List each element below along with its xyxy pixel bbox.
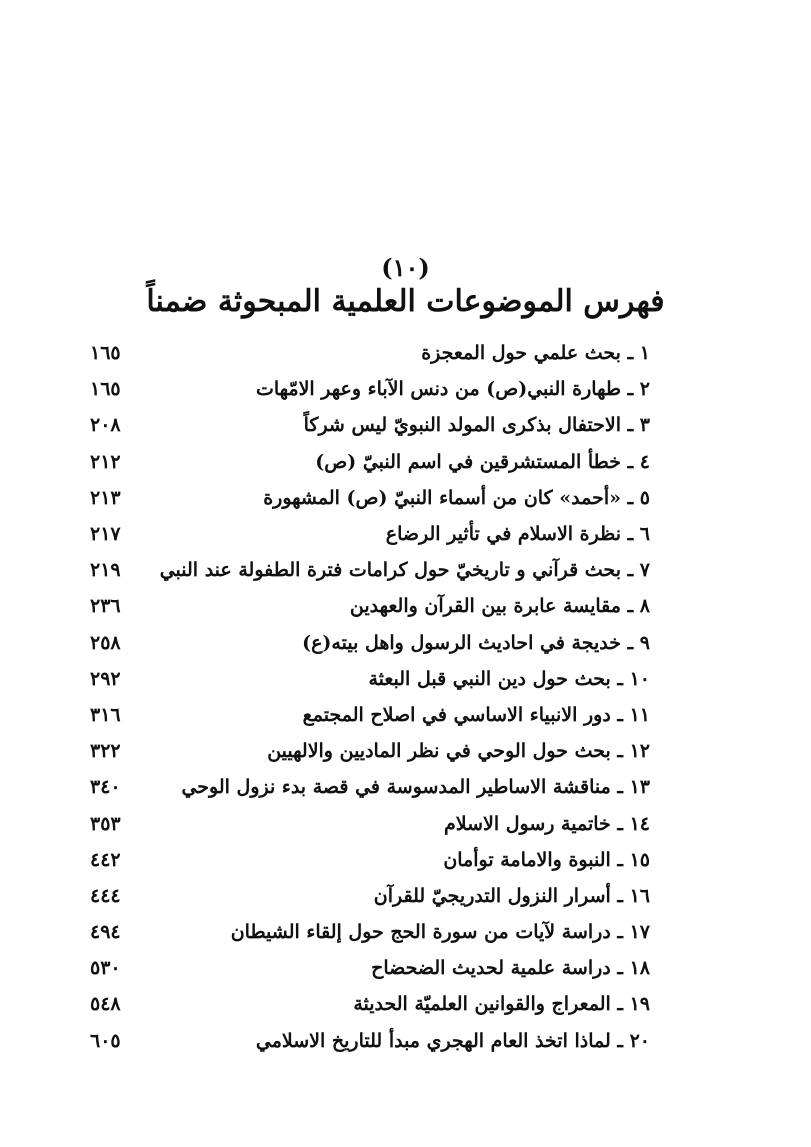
toc-entry-page-number: ٢٣٦ <box>90 595 121 618</box>
toc-entry <box>90 805 650 841</box>
toc-entry-title: ١٨ ـ دراسة علمية لحديث الضحضاح <box>371 957 650 980</box>
toc-entry-page-number: ٤٤٤ <box>90 884 121 907</box>
toc-entry-page-number: ٢٥٨ <box>90 631 121 654</box>
toc-entry <box>90 878 650 914</box>
toc-entry <box>90 335 650 371</box>
toc-entry <box>90 480 650 516</box>
toc-entry-page-number: ٣٤٠ <box>90 776 121 799</box>
toc-entry-title: ٩ ـ خديجة في احاديث الرسول واهل بيته(ع) <box>302 631 650 654</box>
toc-entry-title: ٦ ـ نظرة الاسلام في تأثير الرضاع <box>385 523 650 546</box>
toc-entry-title: ١٣ ـ مناقشة الاساطير المدسوسة في قصة بدء نزول الوحي <box>181 776 650 799</box>
toc-entry-title: ١٧ ـ دراسة لآيات من سورة الحج حول إلقاء الشيطان <box>230 921 650 944</box>
toc-entry-page-number: ٤٩٤ <box>90 921 121 944</box>
toc-entry-page-number: ٢١٩ <box>90 559 121 582</box>
toc-entry-title: ١٤ ـ خاتمية رسول الاسلام <box>443 812 650 835</box>
toc-entry-title: ٢ ـ طهارة النبي(ص) من دنس الآباء وعهر الامّهات <box>255 378 650 401</box>
toc-entry-page-number: ١٦٥ <box>90 342 121 365</box>
toc-entry-page-number: ٣١٦ <box>90 703 121 726</box>
toc-entry-title: ٤ ـ خطأ المستشرقين في اسم النبيّ (ص) <box>315 450 650 473</box>
toc-entry <box>90 588 650 624</box>
toc-entry-title: ٥ ـ «أحمد» كان من أسماء النبيّ (ص) المشهورة <box>263 486 650 509</box>
toc-entry-title: ١٥ ـ النبوة والامامة توأمان <box>443 848 650 871</box>
toc-entry-page-number: ٢٩٢ <box>90 667 121 690</box>
toc-entry-title: ١٦ ـ أسرار النزول التدريجيّ للقرآن <box>373 884 650 907</box>
toc-entry <box>90 407 650 443</box>
toc-entry-title: ٣ ـ الاحتفال بذكرى المولد النبويّ ليس شركاً <box>303 414 650 437</box>
toc-entry-page-number: ٤٤٢ <box>90 848 121 871</box>
toc-entry-page-number: ٥٤٨ <box>90 993 121 1016</box>
toc-entry <box>90 625 650 661</box>
toc-entry-title: ١١ ـ دور الانبياء الاساسي في اصلاح المجتمع <box>302 703 650 726</box>
toc-entry <box>90 1023 650 1059</box>
toc-entry-page-number: ٥٣٠ <box>90 957 121 980</box>
toc-entry <box>90 371 650 407</box>
toc-entry-page-number: ٣٥٣ <box>90 812 121 835</box>
toc-entry-page-number: ٢١٧ <box>90 523 121 546</box>
page-title: فهرس الموضوعات العلمية المبحوثة ضمناً <box>146 284 665 319</box>
toc-entry <box>90 661 650 697</box>
toc-entry <box>90 950 650 986</box>
toc-entry <box>90 842 650 878</box>
chapter-number: (١٠) <box>381 253 430 282</box>
toc-entry-title: ١٢ ـ بحث حول الوحي في نظر الماديين والالهيين <box>267 740 650 763</box>
table-of-contents <box>90 335 650 1059</box>
toc-entry-title: ٢٠ ـ لماذا اتخذ العام الهجري مبدأ للتاريخ الاسلامي <box>255 1029 650 1052</box>
toc-entry-page-number: ٣٢٢ <box>90 740 121 763</box>
toc-entry <box>90 733 650 769</box>
toc-entry <box>90 986 650 1022</box>
toc-entry-page-number: ٦٠٥ <box>90 1029 121 1052</box>
toc-entry-page-number: ٢١٣ <box>90 486 121 509</box>
toc-entry <box>90 914 650 950</box>
toc-entry-title: ١ ـ بحث علمي حول المعجزة <box>421 342 650 365</box>
toc-entry <box>90 769 650 805</box>
toc-entry-title: ١٩ ـ المعراج والقوانين العلميّة الحديثة <box>353 993 650 1016</box>
toc-entry-page-number: ٢١٢ <box>90 450 121 473</box>
toc-entry-page-number: ١٦٥ <box>90 378 121 401</box>
toc-entry <box>90 516 650 552</box>
toc-entry <box>90 697 650 733</box>
toc-entry-page-number: ٢٠٨ <box>90 414 121 437</box>
toc-entry-title: ٧ ـ بحث قرآني و تاريخيّ حول كرامات فترة الطفولة عند النبي <box>159 559 650 582</box>
toc-entry <box>90 552 650 588</box>
toc-entry-title: ١٠ ـ بحث حول دين النبي قبل البعثة <box>368 667 650 690</box>
toc-entry <box>90 444 650 480</box>
toc-entry-title: ٨ ـ مقايسة عابرة بين القرآن والعهدين <box>349 595 650 618</box>
